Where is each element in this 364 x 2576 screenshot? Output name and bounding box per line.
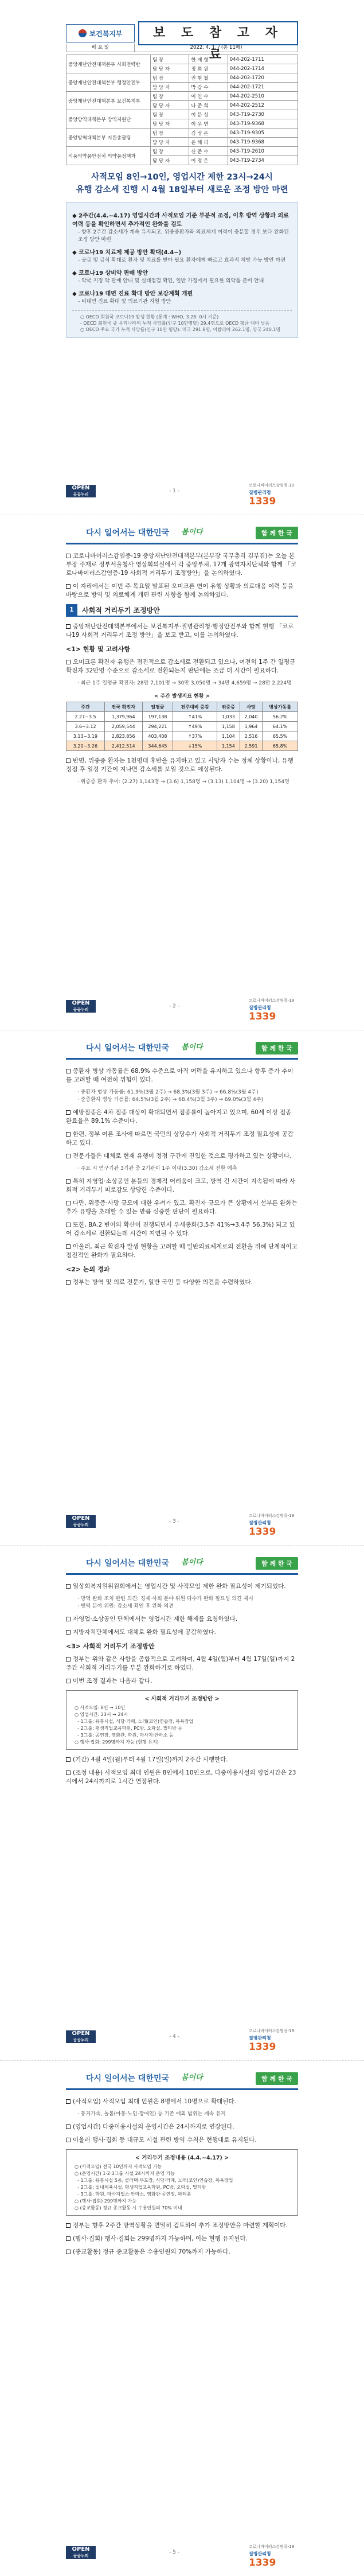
taegeuk-icon	[79, 29, 87, 37]
paragraph: 예방접종은 4차 접종 대상이 확대되면서 접종률이 높아지고 있으며, 60세 이상 접종 완료율은 89.1% 수준이다.	[66, 1109, 292, 1124]
summary-detail: - 약국 지정 약 판매 안내 및 실태점검 확인, 일반 가정에서 필요한 의약품 준비 안내	[78, 278, 264, 284]
table-header-cell: 병상가동률	[263, 702, 298, 712]
table-header-cell: 일평균	[142, 702, 173, 712]
table-cell: 2,591	[240, 741, 262, 751]
square-bullet-icon	[66, 758, 71, 763]
table-header-cell: 위중증	[217, 702, 240, 712]
contact-role: 담 당 자	[151, 119, 189, 129]
page-3-body	[66, 1067, 298, 1291]
table-cell: 1,379,964	[104, 712, 142, 722]
header-rule	[66, 1573, 298, 1575]
contact-org: 중앙방역대책본부 지원총괄팀	[66, 129, 151, 147]
page-header	[0, 1550, 364, 1578]
press-title: 보 도 참 고 자 료	[138, 21, 298, 45]
contact-tel: 043-719-9305	[228, 129, 298, 138]
contact-org: 중앙재난안전대책본부 보건복지부	[66, 92, 151, 110]
intro-paragraph: 코로나바이러스감염증-19 중앙재난안전대책본부(본부장 국무총리 김부겸)는 오늘 본부장 주재로 정부서울청사 영상회의실에서 각 중앙부처, 17개 광역자치단체와 함께 「코로나바이러스감염증-19 사회적 거리두기 조정방안」을 논의하였다.	[66, 552, 297, 577]
square-bullet-icon	[66, 660, 71, 664]
paragraph: 자영업·소상공인 단체에서는 영업시간 제한 해제를 요청하였다.	[66, 1615, 298, 1624]
contact-org: 식품의약품안전처 의약품정책과	[66, 147, 151, 165]
table-title: < 주간 발생지표 현황 >	[154, 694, 210, 699]
page-header	[0, 2065, 364, 2093]
headline	[66, 171, 298, 196]
phone-number: 1339	[249, 496, 276, 507]
box-line: - 2그룹: 평생직업교육학원, PC방, 오락실, 멀티방 등	[75, 1726, 183, 1731]
square-bullet-icon	[66, 1770, 71, 1775]
hotline-block: 코로나바이러스감염증-19 질병관리청 1339	[249, 2544, 295, 2569]
paragraph: 오미크론 확진자 유행은 점진적으로 감소세로 전환되고 있으나, 여전히 1주 간 일평균 확진자 32만명 수준으로 감소세로 전환되는지 판단에는 조금 더 시간이 필요하다.	[66, 659, 296, 674]
contact-role: 팀 장	[151, 147, 189, 156]
contact-tel: 044-202-1720	[228, 73, 298, 83]
paragraph: (행사·집회) 행사·집회는 299명까지 가능하며, 이는 현행 유지된다.	[66, 2235, 298, 2243]
page-3	[0, 1030, 364, 1546]
contact-name: 이 인 수	[189, 92, 228, 101]
table-cell: ↑49%	[173, 722, 217, 731]
table-cell: 1,154	[217, 741, 240, 751]
contact-tel: 044-202-2510	[228, 92, 298, 101]
square-bullet-icon	[66, 2124, 71, 2129]
meta-label: 배 포 일	[66, 44, 135, 52]
header-rule	[66, 2088, 298, 2090]
table-row	[66, 722, 298, 731]
footer	[66, 2028, 298, 2053]
contact-org: 중앙재난안전대책본부 행정안전부	[66, 73, 151, 92]
box-line: ○ (행사·집회) 299명까지 가능	[75, 2198, 137, 2204]
summary-note: - OECD 회원국 중 우리나라의 누적 사망률(인구 10만명당) 29.4명으로 OECD 평균 대비 낮음	[80, 321, 270, 326]
footer	[66, 998, 298, 1022]
square-bullet-icon	[66, 584, 71, 589]
note: · 중환자 병상 가동률: 61.9%(3월 2주) → 68.3%(3월 3주) → 66.8%(3월 4주)	[77, 1089, 259, 1095]
table-cell: 65.8%	[263, 741, 298, 751]
table-cell: 344,645	[142, 741, 173, 751]
contact-role: 팀 장	[151, 73, 189, 83]
table-cell: 65.5%	[263, 731, 298, 741]
page-number: - 5 -	[169, 2550, 179, 2555]
paragraph: 다만, 위중증·사망 규모에 대한 우려가 있고, 확진자 규모가 큰 상황에서 섣부른 완화는 추가 유행을 초래할 수 있는 만큼 신중한 판단이 필요하다.	[66, 1200, 298, 1215]
open-license-badge: OPEN 공공누리	[66, 1000, 96, 1013]
note: · 주요 시 연구기관 3기관 중 2기관이 1주 이내(3.30) 감소세 전환 예측	[77, 1166, 237, 1172]
contact-tel: 043-719-2610	[228, 147, 298, 156]
square-bullet-icon	[66, 554, 71, 558]
brand-text: 다시 일어서는 대한민국	[86, 2074, 169, 2083]
paragraph: (영업시간) 다중이용시설의 운영시간은 24시까지로 연장된다.	[66, 2123, 298, 2131]
box-line: ○ 영업시간: 23시 → 24시	[75, 1712, 128, 1717]
contact-tel: 044-202-1721	[228, 83, 298, 92]
paragraph: 정부는 위와 같은 사항을 종합적으로 고려하여, 4월 4일(월)부터 4월 17일(일)까지 2주간 사회적 거리두기를 부분 완화하기로 하였다.	[66, 1656, 295, 1671]
square-bullet-icon	[66, 1179, 71, 1184]
page-number: - 4 -	[169, 2034, 179, 2040]
hotline-block: 코로나바이러스감염증-19 질병관리청 1339	[249, 2029, 295, 2053]
contact-tel: 044-202-1711	[228, 55, 298, 64]
contact-tel: 043-719-2730	[228, 110, 298, 119]
adjustment-summary-box: < 거리두기 조정내용 (4.4.~4.17) > ○ (사적모임) 전국 10인까지 사적모임 가능 ○ (운영시간) 1·2·3그룹 시설 24시까지 운영 가능 - 1그룹: 유흥시설 5종, 콜라텍·무도장, 식당·카페, 노래(코인)연습장, 목욕장업 - 2그룹: 실내체육시설, 평생직업교육학원, PC방, 오락실, 멀티방 - 3그룹: 학원, 마사지업소·안마소, 영화관·공연장, 파티룸 ○ (행사·집회) 299명까지 가능 ○ (종교활동) 정규 종교활동 시 수용인원의 70% 이내	[66, 2149, 298, 2216]
contact-name: 신 준 수	[189, 147, 228, 156]
paragraph: 일상회복지원위원회에서는 영업시간 및 사적모임 제한 완화 필요성이 제기되었다.	[66, 1582, 298, 1591]
table-cell: 3.6~3.12	[66, 722, 105, 731]
paragraph: 이번 조정 결과는 다음과 같다.	[66, 1677, 298, 1686]
square-bullet-icon	[66, 1201, 71, 1205]
table-cell: 3.20~3.26	[66, 741, 105, 751]
ministry-logo	[66, 24, 135, 42]
square-bullet-icon	[66, 1657, 71, 1661]
contact-name: 김 성 은	[189, 129, 228, 138]
square-bullet-icon	[66, 1223, 71, 1227]
summary-detail: - 비대면 진료 확대 및 의료기관 지원 방안	[78, 299, 171, 305]
brand-text: 다시 일어서는 대한민국	[86, 1044, 169, 1053]
table-cell: 2,412,514	[104, 741, 142, 751]
brand-text-2: 봄이다	[181, 1558, 203, 1567]
paragraph: 이울러 행사·집회 등 대규모 시설 관련 방역 수칙은 현행대로 유지된다.	[66, 2136, 298, 2145]
table-header-cell: 주간	[66, 702, 105, 712]
adjustment-box: < 사회적 거리두기 조정방안 > ○ 사적모임: 8인 → 10인 ○ 영업시간: 23시 → 24시 - 1그룹: 유흥시설, 식당·카페, 노래(코인)연습장, 목욕장업 - 2그룹: 평생직업교육학원, PC방, 오락실, 멀티방 등 - 3그룹: 공연장, 영화관, 학원, 마사지·안마소 등 ○ 행사·집회: 299명까지 가능 (현행 유지)	[66, 1690, 298, 1750]
square-bullet-icon	[66, 2236, 71, 2241]
headline-line-2: 유행 감소세 진행 시 4월 18일부터 새로운 조정 방안 마련	[76, 185, 288, 194]
hotline-block: 코로나바이러스감염증-19 질병관리청 1339	[249, 998, 295, 1022]
page-number: - 2 -	[169, 1003, 179, 1009]
summary-detail: - 공급 및 급식 확대로 환자 및 치료를 받아 필요 환자에게 빠르고 효과적 처방 가능 방안 마련	[78, 258, 286, 263]
table-row	[66, 712, 298, 722]
table-cell: 1,964	[240, 722, 262, 731]
square-bullet-icon	[66, 624, 71, 629]
paragraph: 또한, BA.2 변이의 확산이 진행되면서 우세종화(3.5주 41%→3.4주 56.3%) 되고 있어 감소세로 전환되는데 시간이 지연될 수 있다.	[66, 1221, 295, 1237]
box-line: ○ 행사·집회: 299명까지 가능 (현행 유지)	[75, 1740, 159, 1745]
contact-name: 한 재 형	[189, 55, 228, 64]
header-badge: 함 께 한 국	[256, 1042, 298, 1054]
contact-role: 팀 장	[151, 55, 189, 64]
contact-table	[66, 55, 298, 165]
page-4-body	[66, 1582, 298, 1791]
square-bullet-icon	[66, 2138, 71, 2142]
brand-text-2: 봄이다	[181, 528, 203, 536]
page-1	[0, 0, 364, 515]
summary-point: ◆ 코로나19 대면 진료 확대 방안 보강계획 개편	[72, 291, 193, 297]
table-cell: 2.27~3.5	[66, 712, 105, 722]
table-cell: 1,033	[217, 712, 240, 722]
square-bullet-icon	[66, 1280, 71, 1285]
table-row	[66, 741, 298, 751]
contact-tel: 043-719-9368	[228, 119, 298, 129]
contact-role: 담 당 자	[151, 64, 189, 73]
contact-name: 정 희 원	[189, 64, 228, 73]
paragraph: 중앙재난안전대책본부에서는 보건복지부·질병관리청·행정안전부와 함께 현행 「코로나19 사회적 거리두기 조정 방안」을 보고 받고, 이를 논의하였다.	[66, 623, 294, 639]
contact-role: 담 당 자	[151, 138, 189, 147]
contact-tel: 043-719-2734	[228, 156, 298, 165]
section-heading: 1 사회적 거리두기 조정방안	[66, 604, 298, 617]
contact-tel: 043-719-9368	[228, 138, 298, 147]
contact-role: 팀 장	[151, 129, 189, 138]
summary-point: ◆ 코로나19 치료제 제공 방안 확대(4.4~)	[72, 250, 182, 256]
footer	[66, 1513, 298, 1538]
square-bullet-icon	[66, 1617, 71, 1621]
phone-number: 1339	[249, 1526, 276, 1538]
page-header	[0, 1035, 364, 1063]
note: · 방역 분야 위원: 감소세 확인 후 완화 의견	[77, 1604, 174, 1609]
table-cell: 64.1%	[263, 722, 298, 731]
square-bullet-icon	[66, 1132, 71, 1137]
square-bullet-icon	[66, 1110, 71, 1115]
open-license-badge: OPEN 공공누리	[66, 2546, 96, 2559]
paragraph: 아울러, 최근 확진자 발생 현황을 고려할 때 일반의료체계로의 전환을 위해 단계적이고 점진적인 완화가 필요하다.	[66, 1243, 298, 1259]
page-2	[0, 515, 364, 1030]
contact-org: 중앙방역대책본부 방역지원단	[66, 110, 151, 129]
header-badge: 함 께 한 국	[256, 527, 298, 539]
box-line: - 2그룹: 실내체육시설, 평생직업교육학원, PC방, 오락실, 멀티방	[75, 2185, 206, 2190]
meta-date: 2022. 4. 1. / (총 11매)	[190, 45, 242, 50]
contact-org: 중앙재난안전대책본부 사회전략반	[66, 55, 151, 73]
table-cell: ↑41%	[173, 712, 217, 722]
phone-number: 1339	[249, 2557, 276, 2569]
table-header-cell: 사망	[240, 702, 262, 712]
box-line: - 1그룹: 유흥시설, 식당·카페, 노래(코인)연습장, 목욕장업	[75, 1719, 194, 1724]
table-cell: 1,104	[217, 731, 240, 741]
paragraph: (사적모임) 사적모임 최대 인원은 8명에서 10명으로 확대된다.	[66, 2098, 298, 2106]
square-bullet-icon	[66, 1069, 71, 1073]
paragraph: 정부는 향후 2주간 방역상황을 면밀히 검토하여 추가 조정방안을 마련할 계획이다.	[66, 2221, 298, 2230]
square-bullet-icon	[66, 1584, 71, 1589]
open-license-badge: OPEN 공공누리	[66, 1515, 96, 1528]
brand-text-2: 봄이다	[181, 1043, 203, 1052]
paragraph: 정부는 방역 및 의료 전문가, 일반 국민 등 다양한 의견을 수렴하였다.	[66, 1278, 298, 1287]
brand-text-2: 봄이다	[181, 2073, 203, 2082]
open-license-badge: OPEN 공공누리	[66, 485, 96, 497]
table-cell: 2,040	[240, 712, 262, 722]
table-cell: 1,158	[217, 722, 240, 731]
hotline-block: 코로나바이러스감염증-19 질병관리청 1339	[249, 483, 295, 507]
paragraph: 반면, 위중증 환자는 1천명대 후반을 유지하고 있고 사망자 수는 정체 상황이나, 유행 정점 후 일정 기간이 지나면 감소세를 보일 것으로 예상된다.	[66, 757, 293, 773]
square-bullet-icon	[66, 1244, 71, 1249]
contact-row	[66, 55, 298, 64]
table-cell: ↓15%	[173, 741, 217, 751]
square-bullet-icon	[66, 2223, 71, 2228]
note: · 위중증 환자 추이: (2.27) 1,143명 → (3.6) 1,158명 → (3.13) 1,104명 → (3.20) 1,154명	[77, 779, 289, 785]
table-row	[66, 731, 298, 741]
contact-name: 이 정 은	[189, 156, 228, 165]
table-cell: 197,138	[142, 712, 173, 722]
contact-tel: 044-202-1714	[228, 64, 298, 73]
brand-text: 다시 일어서는 대한민국	[86, 528, 169, 538]
summary-box	[66, 202, 298, 338]
square-bullet-icon	[66, 2250, 71, 2254]
open-license-badge: OPEN 공공누리	[66, 2030, 96, 2043]
page-header	[0, 520, 364, 547]
press-header	[66, 23, 298, 338]
page-number: - 3 -	[169, 1519, 179, 1524]
header-badge: 함 께 한 국	[256, 2072, 298, 2085]
note: · 최근 1주 일평균 확진자: 28만 7,101명 → 30만 3,050명 → 34만 4,659명 → 28만 2,224명	[77, 680, 292, 686]
sub-heading: <1> 현황 및 고려사항	[66, 645, 130, 653]
square-bullet-icon	[66, 1679, 71, 1683]
paragraph: 특히 자영업·소상공인 분들의 경제적 어려움이 크고, 방역 긴 시간이 지속됨에 따라 사회적 거리두기 피로감도 상당한 수준이다.	[66, 1178, 296, 1193]
contact-role: 담 당 자	[151, 156, 189, 165]
paragraph: (기간) 4월 4일(월)부터 4월 17일(일)까지 2주간 시행한다.	[66, 1756, 298, 1764]
paragraph: 한편, 정부 여론 조사에 따르면 국민의 상당수가 사회적 거리두기 조정 필요성에 공감하고 있다.	[66, 1131, 293, 1146]
table-header-cell: 전주대비 증감	[173, 702, 217, 712]
page-5-body	[66, 2098, 298, 2261]
table-header-cell: 전국 확진자	[104, 702, 142, 712]
contact-name: 박 갑 수	[189, 83, 228, 92]
table-cell: 403,408	[142, 731, 173, 741]
contact-tel: 044-202-2512	[228, 101, 298, 110]
box-line: - 3그룹: 공연장, 영화관, 학원, 마사지·안마소 등	[75, 1733, 174, 1738]
page-2-body	[66, 552, 298, 786]
headline-line-1: 사적모임 8인→10인, 영업시간 제한 23시→24시	[91, 173, 273, 182]
header-rule	[66, 1058, 298, 1060]
contact-name: 나 준 희	[189, 101, 228, 110]
hotline-block: 코로나바이러스감염증-19 질병관리청 1339	[249, 1513, 295, 1538]
table-cell: 56.2%	[263, 712, 298, 722]
box-line: ○ (사적모임) 전국 10인까지 사적모임 가능	[75, 2164, 162, 2169]
box-line: ○ 사적모임: 8인 → 10인	[75, 1705, 126, 1710]
page-4	[0, 1546, 364, 2061]
paragraph: 전문가들은 대체로 현재 유행이 정점 구간에 진입한 것으로 평가하고 있는 상황이다.	[66, 1152, 298, 1161]
contact-role: 팀 장	[151, 110, 189, 119]
square-bullet-icon	[66, 1630, 71, 1635]
square-bullet-icon	[66, 1757, 71, 1762]
box-line: - 1그룹: 유흥시설 5종, 콜라텍·무도장, 식당·카페, 노래(코인)연습장, 목욕장업	[75, 2178, 233, 2183]
sub-heading: <2> 논의 경과	[66, 1266, 110, 1273]
table-cell: 2,059,544	[104, 722, 142, 731]
contact-role: 담 당 자	[151, 101, 189, 110]
contact-role: 담 당 자	[151, 83, 189, 92]
paragraph: 중환자 병상 가동률은 68.9% 수준으로 아직 여력을 유지하고 있으나 향후 증가 추이를 고려할 때 여전히 위험이 있다.	[66, 1068, 293, 1083]
ministry-name: 보건복지부	[89, 29, 123, 38]
table-cell: 3.13~3.19	[66, 731, 105, 741]
header-rule	[66, 543, 298, 544]
box-line: ○ (운영시간) 1·2·3그룹 시설 24시까지 운영 가능	[75, 2171, 175, 2176]
contact-name: 이 우 연	[189, 119, 228, 129]
sub-heading: <3> 사회적 거리두기 조정방안	[66, 1643, 155, 1650]
phone-number: 1339	[249, 1011, 276, 1022]
contact-name: 권 현 철	[189, 73, 228, 83]
square-bullet-icon	[66, 1154, 71, 1158]
square-bullet-icon	[66, 2099, 71, 2104]
contact-row	[66, 73, 298, 83]
footer	[66, 482, 298, 507]
summary-point: ◆ 2주간(4.4.~4.17) 영업시간과 사적모임 기준 부분적 조정, 이후 방역 상황과 의료 여력 등을 확인하면서 추가적인 완화를 검토	[72, 213, 289, 228]
page-number: - 1 -	[169, 488, 179, 494]
table-cell: 2,516	[240, 731, 262, 741]
table-cell: 294,221	[142, 722, 173, 731]
box-line: - 3그룹: 학원, 마사지업소·안마소, 영화관·공연장, 파티룸	[75, 2192, 191, 2197]
contact-row	[66, 147, 298, 156]
contact-row	[66, 129, 298, 138]
paragraph: 지방자치단체에서도 대체로 완화 필요성에 공감하였다.	[66, 1628, 298, 1637]
weekly-indicator-table	[66, 702, 298, 751]
table-cell: ↑37%	[173, 731, 217, 741]
contact-row	[66, 110, 298, 119]
summary-note: ○ OECD 주요 국가 누적 사망률(인구 10만 명당): 미국 291.8명, 이탈리아 262.1명, 영국 240.1명	[80, 327, 281, 332]
phone-number: 1339	[249, 2041, 276, 2053]
contact-name: 이 문 성	[189, 110, 228, 119]
paragraph: (조정 내용) 사적모임 최대 인원은 8인에서 10인으로, 다중이용시설의 영업시간은 23시에서 24시까지로 1시간 연장된다.	[66, 1769, 296, 1785]
summary-detail: - 향후 2주간 감소세가 계속 유지되고, 위중증환자와 의료체계 여력이 충분할 경우 보다 완화된 조정 방안 마련	[78, 229, 289, 243]
brand-text: 다시 일어서는 대한민국	[86, 1559, 169, 1568]
box-line: ○ (종교활동) 정규 종교활동 시 수용인원의 70% 이내	[75, 2205, 182, 2211]
contact-name: 윤 해 리	[189, 138, 228, 147]
page-5	[0, 2061, 364, 2576]
note: · 동거가족, 돌봄(아동·노인·장애인) 등 기존 예외 범위는 계속 유지	[77, 2111, 226, 2117]
contact-row	[66, 92, 298, 101]
intro-paragraph-2: 이 자리에서는 이번 주 목요일 발표된 오미크론 변이 유행 상황과 의료대응 여력 등을 바탕으로 방역 및 의료체계 개편 관련 사항을 함께 논의하였다.	[66, 583, 293, 598]
table-cell: 2,823,856	[104, 731, 142, 741]
footer	[66, 2544, 298, 2569]
header-badge: 함 께 한 국	[256, 1557, 298, 1570]
note: · 준중환자 병상 가동률: 64.5%(3월 2주) → 68.4%(3월 3주) → 69.0%(3월 4주)	[77, 1097, 264, 1103]
summary-note: ○ OECD 회원국 코로나19 발생 현황 (통계 : WHO, 3.28. 0시 기준)	[80, 314, 219, 320]
summary-point: ◆ 코로나19 상비약 판매 방안	[72, 270, 148, 277]
note: · 방역 완화 조치 관련 의견: 경제·사회 분야 위원 다수가 완화 필요성 의견 제시	[77, 1596, 253, 1602]
paragraph: (종교활동) 정규 종교활동은 수용인원의 70%까지 가능하다.	[66, 2248, 298, 2256]
contact-role: 팀 장	[151, 92, 189, 101]
